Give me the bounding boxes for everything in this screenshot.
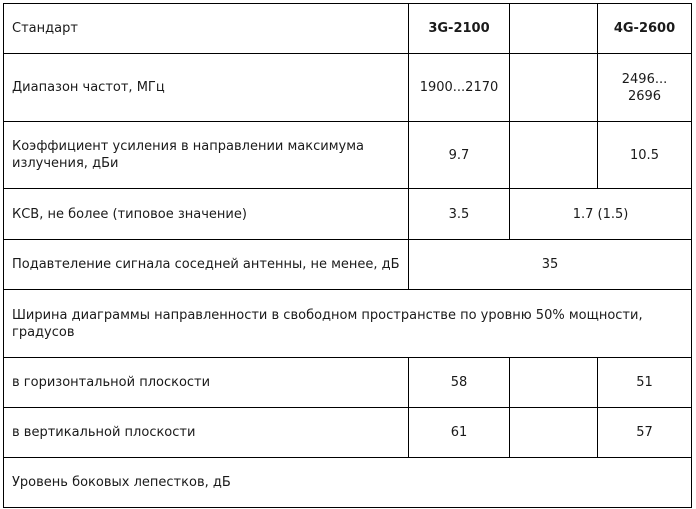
cell-4g — [598, 54, 692, 122]
cell-4g: 10.5 — [598, 122, 692, 189]
cell-3g: 61 — [409, 408, 510, 458]
table-row — [4, 358, 692, 408]
cell-4g-line1: 2496... — [621, 71, 668, 87]
empty-cell — [510, 408, 598, 458]
cell-3g: 58 — [409, 358, 510, 408]
empty-cell — [510, 54, 598, 122]
cell-4g: 51 — [598, 358, 692, 408]
row-label: КСВ, не более (типовое значение) — [4, 189, 409, 240]
cell-4g: 57 — [598, 408, 692, 458]
cell-merged-value: 35 — [409, 240, 692, 290]
empty-cell — [510, 358, 598, 408]
empty-cell — [510, 122, 598, 189]
header-3g-2100: 3G-2100 — [409, 4, 510, 54]
table-row — [4, 54, 692, 122]
cell-4g-line2: 2696 — [627, 88, 662, 104]
cell-3g: 9.7 — [409, 122, 510, 189]
row-label: в горизонтальной плоскости — [4, 358, 409, 408]
row-label: Подавтеление сигнала соседней антенны, не менее, дБ — [4, 240, 409, 290]
header-empty-cell — [510, 4, 598, 54]
row-label: Диапазон частот, МГц — [4, 54, 409, 122]
cell-3g: 3.5 — [409, 189, 510, 240]
table-row — [4, 240, 692, 290]
header-4g-2600: 4G-2600 — [598, 4, 692, 54]
table-row — [4, 408, 692, 458]
header-standard-label: Стандарт — [4, 4, 409, 54]
row-label: Уровень боковых лепестков, дБ — [4, 458, 692, 508]
spec-table — [3, 3, 692, 508]
table-row-header — [4, 4, 692, 54]
section-label: Ширина диаграммы направленности в свободном пространстве по уровню 50% мощности, градусов — [4, 290, 692, 358]
table-row — [4, 458, 692, 508]
row-label: в вертикальной плоскости — [4, 408, 409, 458]
table-row-section — [4, 290, 692, 358]
cell-3g: 1900...2170 — [409, 54, 510, 122]
cell-4g-merged: 1.7 (1.5) — [510, 189, 692, 240]
table-row — [4, 122, 692, 189]
row-label: Коэффициент усиления в направлении максимума излучения, дБи — [4, 122, 409, 189]
table-row — [4, 189, 692, 240]
